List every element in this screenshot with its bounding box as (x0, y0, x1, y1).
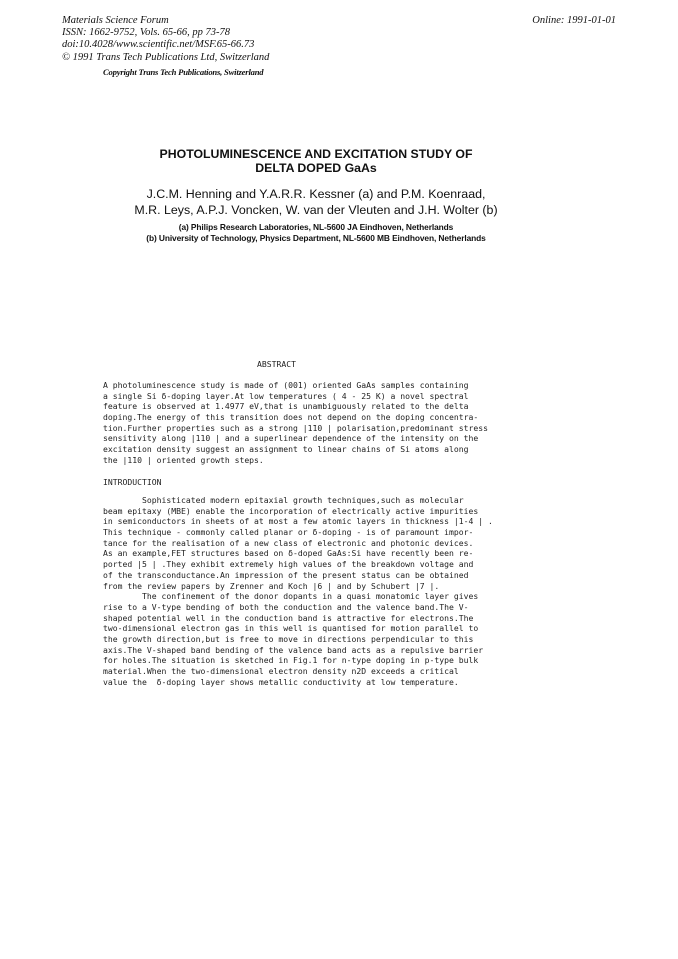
text-line: from the review papers by Zrenner and Koch |6 | and by Schubert |7 |. (103, 580, 440, 591)
text-line: A photoluminescence study is made of (001) oriented GaAs samples containing (103, 380, 469, 390)
title-line-2: DELTA DOPED GaAs (255, 161, 377, 175)
title-line-1: PHOTOLUMINESCENCE AND EXCITATION STUDY OF (159, 147, 473, 161)
text-line: shaped potential well in the conduction band is attractive for electrons.The (103, 612, 474, 623)
text-line: doping.The energy of this transition does not depend on the doping concentra- (103, 412, 479, 423)
text-line: in semiconductors in sheets of at most a few atomic layers in thickness |1-4 | . (103, 516, 493, 527)
text-line: value the δ-doping layer shows metallic conductivity at low temperature. (103, 676, 459, 687)
affiliation-a: (a) Philips Research Laboratories, NL-5600 JA Eindhoven, Netherlands (178, 222, 454, 232)
introduction-heading: INTRODUCTION (103, 477, 162, 487)
text-line: the |1̄10 | oriented growth steps. (103, 454, 264, 465)
text-line: tance for the realisation of a new class of electronic and photonic devices. (103, 537, 474, 548)
text-line: This technique - commonly called planar or δ-doping - is of paramount impor- (103, 527, 474, 538)
text-line: material.When the two-dimensional electron density n2D exceeds a critical (103, 666, 459, 676)
text-line: feature is observed at 1.4977 eV,that is unambiguously related to the delta (103, 401, 469, 412)
paper-title (0, 147, 632, 175)
introduction-body (103, 495, 493, 687)
copyright-notice: Copyright Trans Tech Publications, Switzerland (103, 67, 264, 77)
text-line: The confinement of the donor dopants in a quasi monatomic layer gives (103, 591, 479, 602)
text-line: sensitivity along |110 | and a superlinear dependence of the intensity on the (103, 433, 479, 444)
text-line: Sophisticated modern epitaxial growth techniques,such as molecular (103, 495, 464, 505)
abstract-heading: ABSTRACT (257, 359, 296, 369)
text-line: As an example,FET structures based on δ-doped GaAs:Si have recently been re- (103, 548, 474, 559)
author-list (0, 186, 632, 218)
journal-metadata (62, 15, 269, 64)
text-line: excitation density suggest an assignment to linear chains of Si atoms along (103, 444, 469, 455)
text-line: two-dimensional electron gas in this well is quantised for motion parallel to (103, 623, 479, 634)
copyright-line: © 1991 Trans Tech Publications Ltd, Switzerland (62, 51, 270, 63)
affiliation-b: (b) University of Technology, Physics Department, NL-5600 MB Eindhoven, Netherlands (146, 233, 486, 243)
text-line: axis.The V-shaped band bending of the valence band acts as a repulsive barrier (103, 644, 484, 655)
text-line: the growth direction,but is free to move in directions perpendicular to this (103, 633, 474, 644)
text-line: beam epitaxy (MBE) enable the incorporation of electrically active impurities (103, 505, 479, 516)
abstract-body (103, 380, 488, 466)
authors-line-2: M.R. Leys, A.P.J. Voncken, W. van der Vleuten and J.H. Wolter (b) (134, 203, 498, 217)
affiliations (0, 222, 632, 244)
text-line: ported |5 | .They exhibit extremely high values of the breakdown voltage and (103, 559, 474, 570)
authors-line-1: J.C.M. Henning and Y.A.R.R. Kessner (a) and P.M. Koenraad, (146, 187, 486, 201)
online-date: Online: 1991-01-01 (532, 15, 616, 26)
text-line: a single Si δ-doping layer.At low temperatures ( 4 - 25 K) a novel spectral (103, 390, 469, 401)
text-line: tion.Further properties such as a strong |1̄10 | polarisation,predominant stress (103, 422, 488, 433)
issn-line: ISSN: 1662-9752, Vols. 65-66, pp 73-78 (62, 27, 230, 39)
text-line: rise to a V-type bending of both the conduction and the valence band.The V- (103, 601, 469, 612)
doi-line: doi:10.4028/www.scientific.net/MSF.65-66.73 (62, 39, 255, 51)
text-line: of the transconductance.An impression of the present status can be obtained (103, 569, 469, 580)
text-line: for holes.The situation is sketched in Fig.1 for n-type doping in p-type bulk (103, 655, 479, 666)
journal-name: Materials Science Forum (62, 15, 169, 26)
